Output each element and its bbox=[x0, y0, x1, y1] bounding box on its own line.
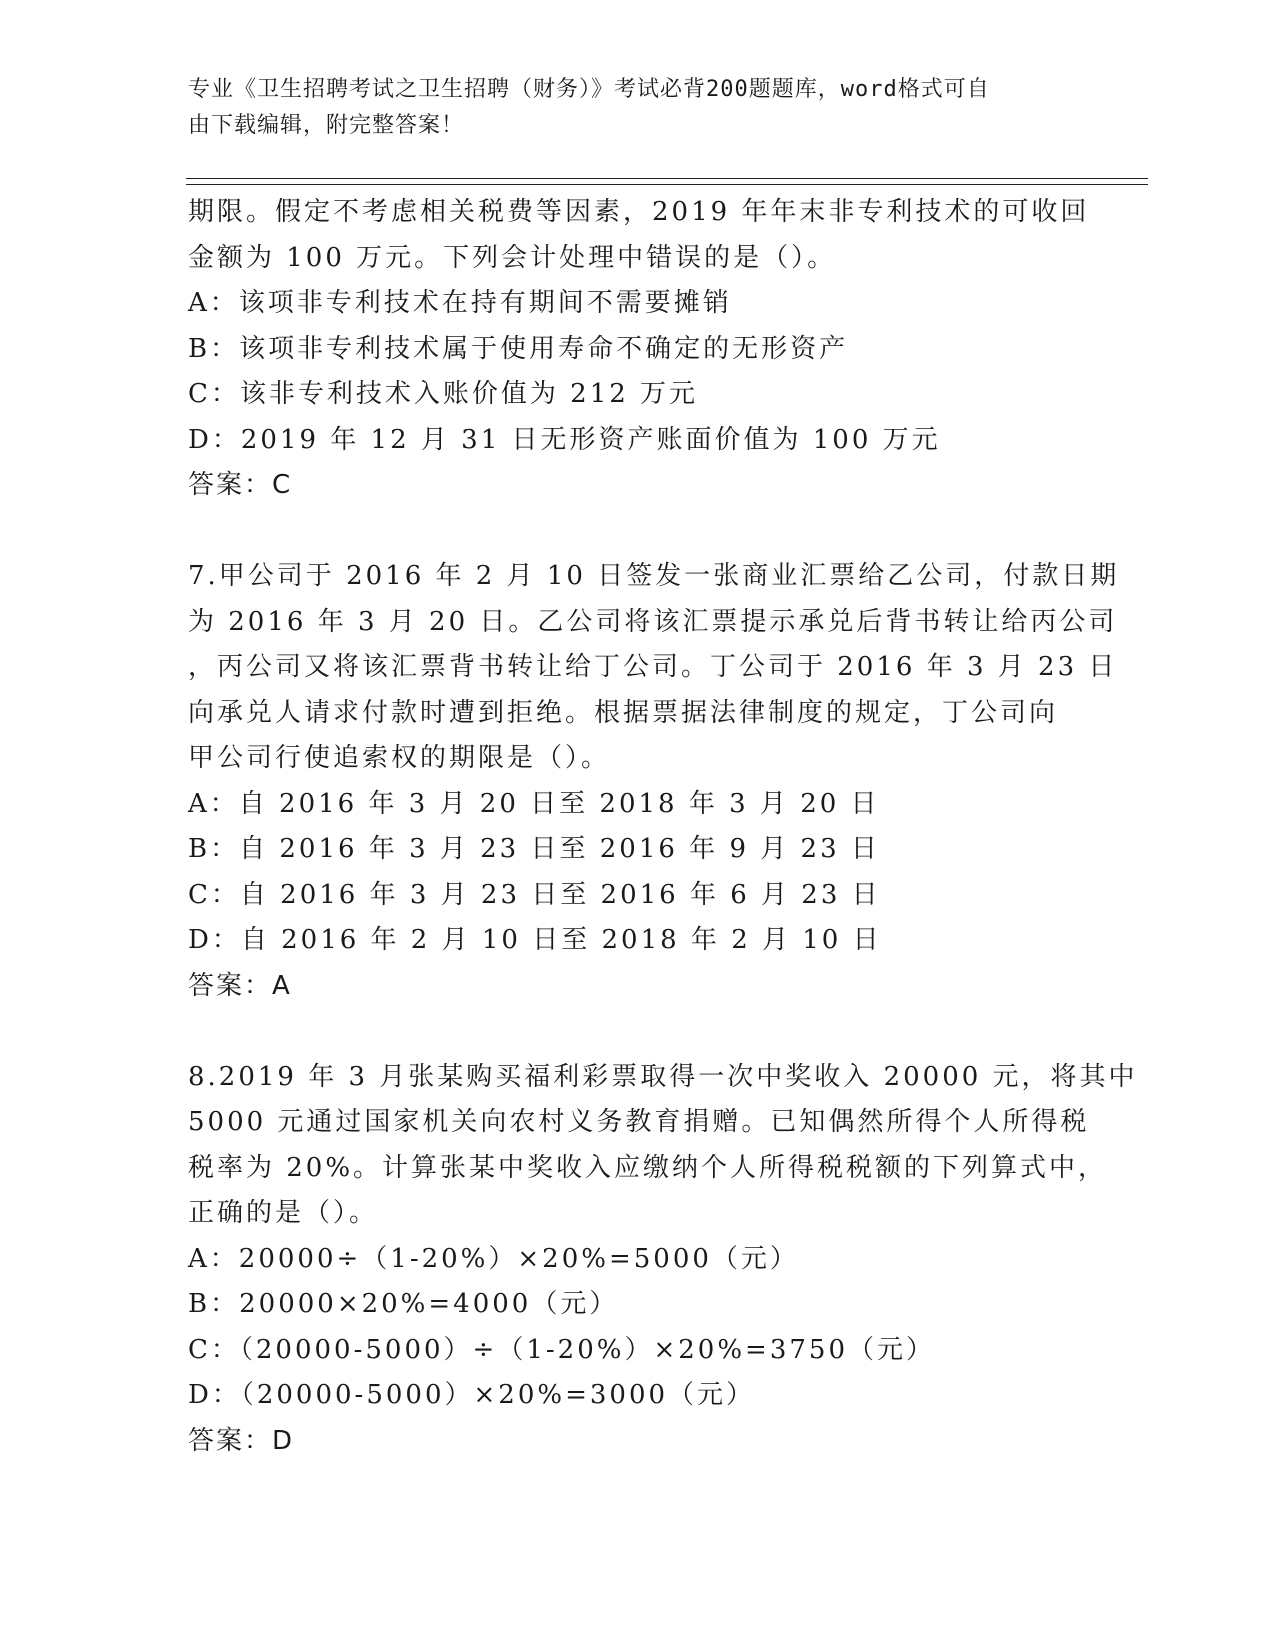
option-a: A：自 2016 年 3 月 20 日至 2018 年 3 月 20 日 bbox=[188, 788, 880, 819]
option-d: D：自 2016 年 2 月 10 日至 2018 年 2 月 10 日 bbox=[188, 925, 882, 955]
option-c: C：该非专利技术入账价值为 212 万元 bbox=[188, 379, 699, 409]
question-stem-line: 正确的是（）。 bbox=[188, 1198, 379, 1228]
option-d: D：2019 年 12 月 31 日无形资产账面价值为 100 万元 bbox=[188, 424, 941, 455]
answer-line: 答案：C bbox=[188, 470, 293, 500]
header-line-2: 由下载编辑，附完整答案！ bbox=[188, 113, 465, 138]
question-7 bbox=[188, 554, 1120, 1009]
question-stem-line: 甲公司行使追索权的期限是（）。 bbox=[188, 743, 611, 773]
page-header bbox=[188, 72, 1068, 144]
spacer bbox=[188, 509, 1088, 555]
question-stem-line: 7.甲公司于 2016 年 2 月 10 日签发一张商业汇票给乙公司，付款日期 bbox=[188, 561, 1120, 591]
document-body bbox=[188, 190, 1138, 1464]
option-b: B：20000×20%=4000（元） bbox=[188, 1289, 619, 1319]
option-d: D：（20000-5000）×20%=3000（元） bbox=[188, 1380, 756, 1410]
answer-line: 答案：A bbox=[188, 970, 292, 1001]
header-divider-top bbox=[186, 178, 1148, 179]
question-6 bbox=[188, 190, 1088, 509]
option-b: B：该项非专利技术属于使用寿命不确定的无形资产 bbox=[188, 333, 849, 364]
header-line-1: 专业《卫生招聘考试之卫生招聘（财务）》考试必背200题题库，word格式可自 bbox=[188, 77, 990, 102]
option-a: A：该项非专利技术在持有期间不需要摊销 bbox=[188, 288, 732, 318]
answer-line: 答案：D bbox=[188, 1425, 295, 1456]
question-stem-line: 向承兑人请求付款时遭到拒绝。根据票据法律制度的规定，丁公司向 bbox=[188, 697, 1059, 728]
option-c: C：（20000-5000）÷（1-20%）×20%=3750（元） bbox=[188, 1334, 935, 1365]
spacer bbox=[188, 1009, 1088, 1055]
question-stem-line: ，丙公司又将该汇票背书转让给丁公司。丁公司于 2016 年 3 月 23 日 bbox=[188, 652, 1118, 682]
question-stem-line: 5000 元通过国家机关向农村义务教育捐赠。已知偶然所得个人所得税 bbox=[188, 1107, 1090, 1137]
option-c: C：自 2016 年 3 月 23 日至 2016 年 6 月 23 日 bbox=[188, 879, 881, 910]
question-stem-line: 金额为 100 万元。下列会计处理中错误的是（）。 bbox=[188, 242, 837, 273]
header-divider-bottom bbox=[186, 184, 1148, 185]
question-stem-line: 税率为 20%。计算张某中奖收入应缴纳个人所得税税额的下列算式中， bbox=[188, 1152, 1108, 1183]
question-8 bbox=[188, 1055, 1138, 1465]
question-stem-line: 为 2016 年 3 月 20 日。乙公司将该汇票提示承兑后背书转让给丙公司 bbox=[188, 606, 1118, 637]
option-a: A：20000÷（1-20%）×20%=5000（元） bbox=[188, 1243, 799, 1274]
option-b: B：自 2016 年 3 月 23 日至 2016 年 9 月 23 日 bbox=[188, 834, 880, 864]
question-stem-line: 期限。假定不考虑相关税费等因素，2019 年年末非专利技术的可收回 bbox=[188, 197, 1090, 227]
question-stem-line: 8.2019 年 3 月张某购买福利彩票取得一次中奖收入 20000 元，将其中 bbox=[188, 1061, 1138, 1092]
